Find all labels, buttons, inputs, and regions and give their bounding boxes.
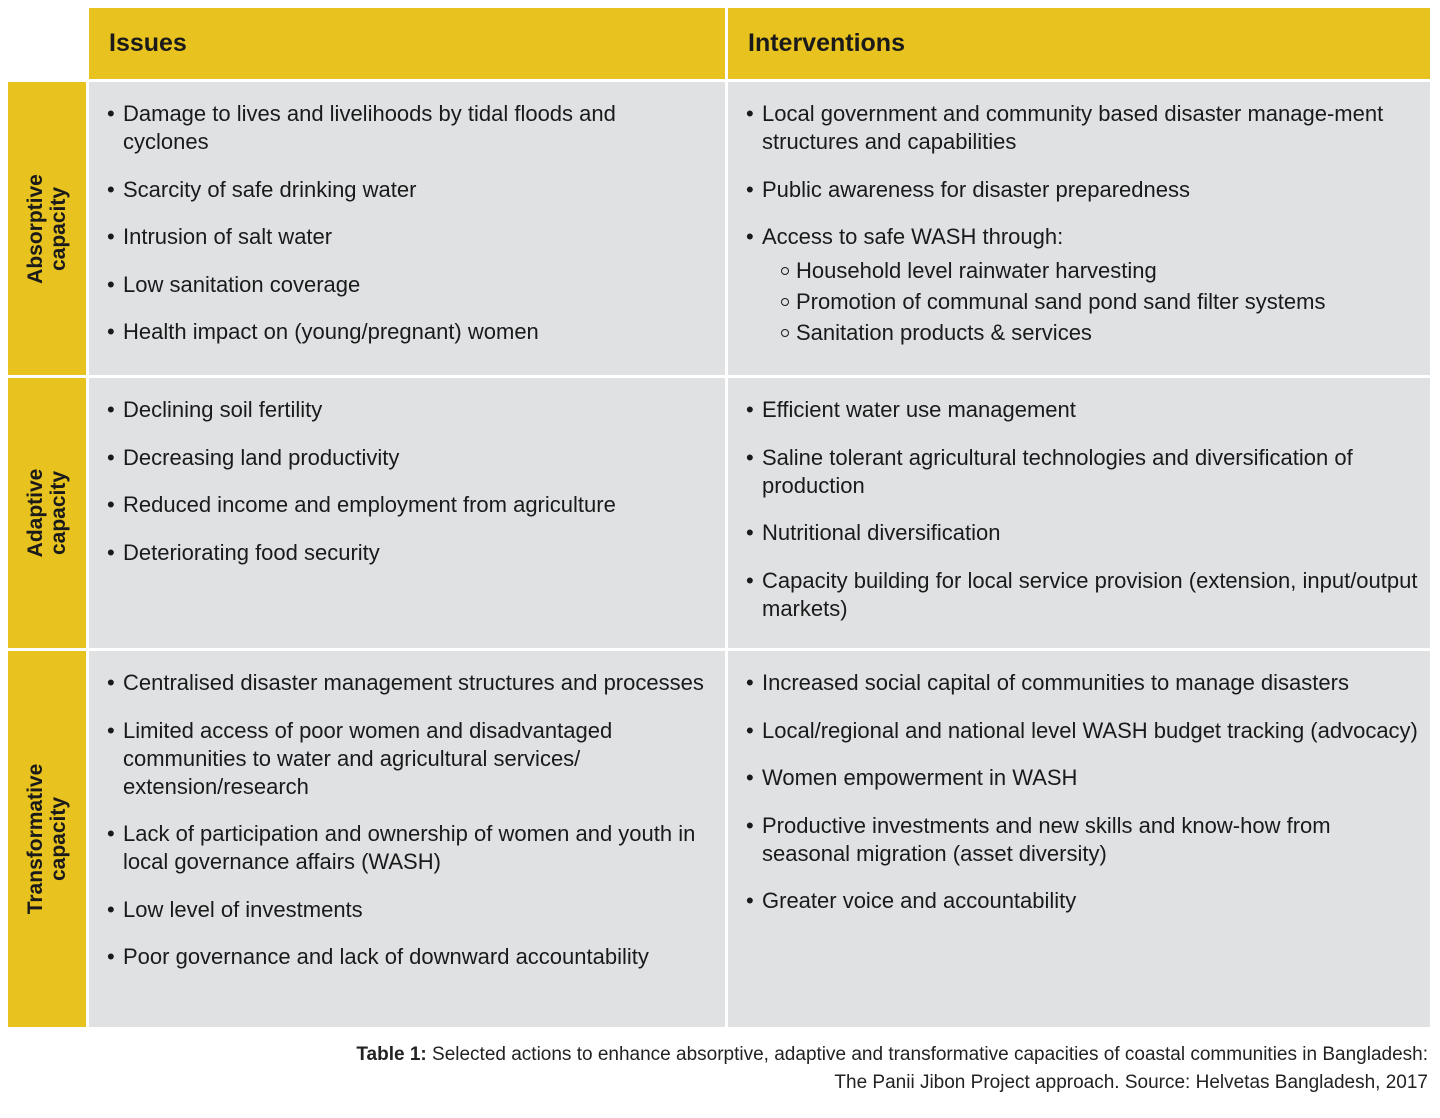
list-item: • Limited access of poor women and disadvantaged communities to water and agricultural services/ extension/research (107, 717, 705, 801)
sub-list-item: Household level rainwater harvesting (780, 255, 1418, 286)
list-item-text: Access to safe WASH through: (762, 224, 1064, 249)
row-label-absorptive (8, 82, 86, 375)
list-item: • Declining soil fertility (107, 396, 705, 424)
adaptive-issues-cell (89, 378, 725, 648)
list-item: • Productive investments and new skills and know-how from seasonal migration (asset diversity) (746, 812, 1418, 868)
absorptive-issues-cell (89, 82, 725, 375)
absorptive-interventions-cell (728, 82, 1430, 375)
sub-list (780, 255, 1418, 348)
list-item: • Increased social capital of communities to manage disasters (746, 669, 1418, 697)
list-item: • Efficient water use management (746, 396, 1418, 424)
list-item: • Local/regional and national level WASH budget tracking (advocacy) (746, 717, 1418, 745)
row-label-line: Transformative (24, 763, 47, 915)
list-item: • Public awareness for disaster preparedness (746, 176, 1418, 204)
table-caption (356, 1041, 1428, 1097)
interventions-column-header: Interventions (728, 8, 1430, 79)
transformative-issues-cell (89, 651, 725, 1027)
caption-line-1 (356, 1041, 1428, 1069)
table-corner (8, 8, 86, 79)
transformative-interventions-cell (728, 651, 1430, 1027)
list-item: • Deteriorating food security (107, 539, 705, 567)
list-item: • Poor governance and lack of downward accountability (107, 943, 705, 971)
list-item: • Greater voice and accountability (746, 887, 1418, 915)
sub-list-item: Sanitation products & services (780, 317, 1418, 348)
issues-column-header: Issues (89, 8, 725, 79)
caption-label: Table 1: (356, 1044, 427, 1065)
row-label-transformative (8, 651, 86, 1027)
list-item: • Intrusion of salt water (107, 223, 705, 251)
capacities-table (8, 8, 1430, 1027)
row-label-line: Absorptive (24, 173, 47, 284)
list-item: • Centralised disaster management structures and processes (107, 669, 705, 697)
row-label-line: capacity (47, 796, 70, 882)
list-item: • Women empowerment in WASH (746, 764, 1418, 792)
list-item: • Local government and community based disaster manage-ment structures and capabilities (746, 100, 1418, 156)
list-item: • Saline tolerant agricultural technologies and diversification of production (746, 444, 1418, 500)
list-item: • Health impact on (young/pregnant) women (107, 318, 705, 346)
list-item: • Capacity building for local service provision (extension, input/output markets) (746, 567, 1418, 623)
list-item: • Nutritional diversification (746, 519, 1418, 547)
list-item: • Damage to lives and livelihoods by tidal floods and cyclones (107, 100, 705, 156)
sub-list-item: Promotion of communal sand pond sand filter systems (780, 286, 1418, 317)
list-item: • Low sanitation coverage (107, 271, 705, 299)
row-label-line: capacity (47, 470, 70, 556)
list-item: • Decreasing land productivity (107, 444, 705, 472)
list-item (746, 223, 1418, 348)
list-item: • Low level of investments (107, 896, 705, 924)
list-item: • Lack of participation and ownership of women and youth in local governance affairs (WASH) (107, 820, 705, 876)
row-label-line: Adaptive (24, 468, 47, 558)
row-label-line: capacity (47, 186, 70, 271)
list-item: • Reduced income and employment from agriculture (107, 491, 705, 519)
caption-text: Selected actions to enhance absorptive, adaptive and transformative capacities of coastal communities in Bangladesh: (432, 1044, 1428, 1065)
caption-line-2: The Panii Jibon Project approach. Source: Helvetas Bangladesh, 2017 (834, 1072, 1428, 1093)
row-label-adaptive (8, 378, 86, 648)
list-item: • Scarcity of safe drinking water (107, 176, 705, 204)
adaptive-interventions-cell (728, 378, 1430, 648)
